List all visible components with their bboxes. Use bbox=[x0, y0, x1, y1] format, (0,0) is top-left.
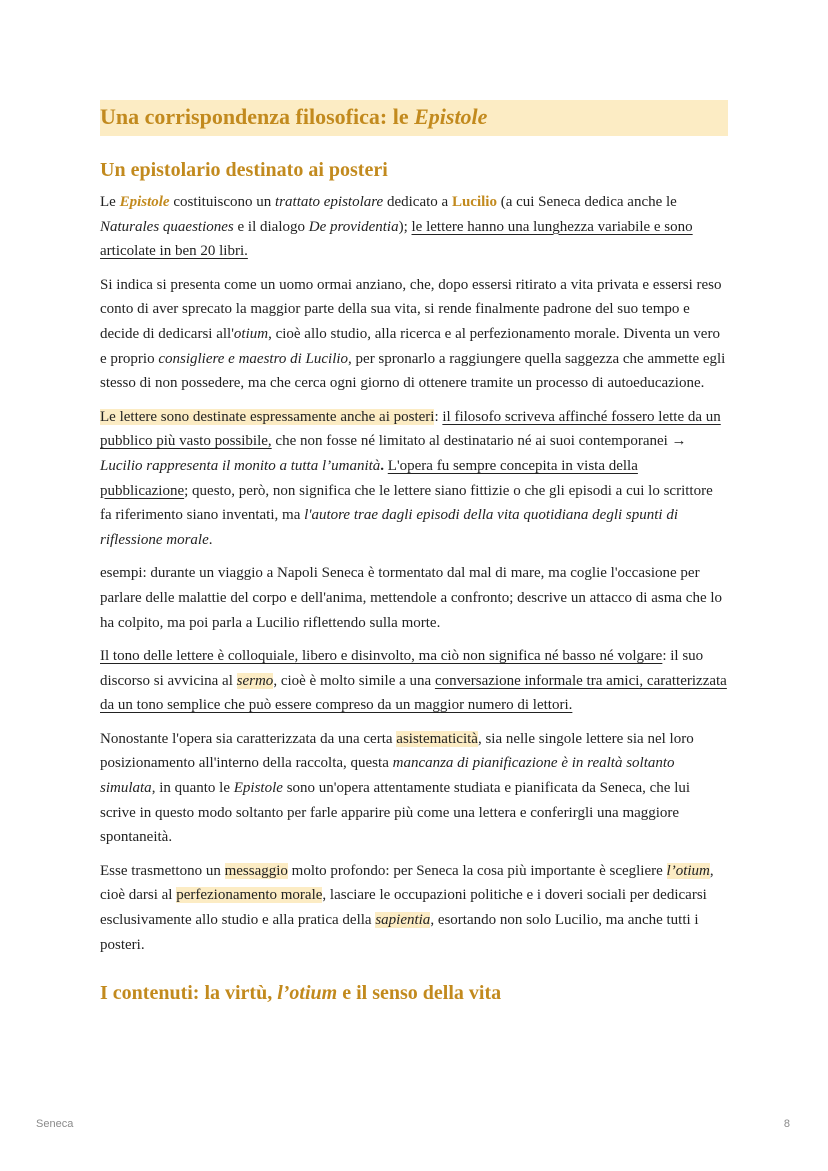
highlighted-text: messaggio bbox=[224, 862, 288, 879]
highlighted-text: Le lettere sono destinate espressamente anche ai posteri bbox=[100, 408, 435, 425]
page-number: 8 bbox=[783, 1118, 790, 1130]
highlighted-text: perfezionamento morale bbox=[176, 887, 323, 904]
page-content bbox=[100, 100, 728, 1007]
highlighted-text: sermo bbox=[236, 672, 274, 689]
paragraph-7: Esse trasmettono un messaggio molto profondo: per Seneca la cosa più importante è scegliere l’otium, cioè darsi al perfezionamento morale, lasciare le occupazioni politiche e i doveri sociali per dedicarsi esclusivamente allo studio e alla pratica della sapientia, esortando non solo Lucilio, ma anche tutti i posteri. bbox=[100, 862, 714, 953]
highlighted-text: l’otium bbox=[666, 862, 710, 879]
page-title: Una corrispondenza filosofica: le Epistole bbox=[100, 100, 728, 136]
highlight-term: Epistole bbox=[119, 194, 170, 210]
paragraph-1: Le Epistole costituiscono un trattato epistolare dedicato a Lucilio (a cui Seneca dedica anche le Naturales quaestiones e il dialogo De providentia); le lettere hanno una lunghezza variabile e sono articolate in ben 20 libri. bbox=[100, 194, 693, 260]
underlined-text: Il tono delle lettere è colloquiale, libero e disinvolto, ma ciò non significa né basso né volgare bbox=[100, 648, 663, 665]
paragraph-5: Il tono delle lettere è colloquiale, libero e disinvolto, ma ciò non significa né basso né volgare: il suo discorso si avvicina al sermo, cioè è molto simile a una conversazione informale tra amici, caratterizzata da un tono semplice che può essere compreso da un maggior numero di lettori. bbox=[100, 648, 727, 714]
highlighted-text: sapientia bbox=[375, 912, 431, 929]
paragraph-6: Nonostante l'opera sia caratterizzata da una certa asistematicità, sia nelle singole lettere sia nel loro posizionamento all'interno della raccolta, questa mancanza di pianificazione è in realtà soltanto simulata, in quanto le Epistole sono un'opera attentamente studiata e pianificata da Seneca, che lui scrive in questo modo soltanto per farle apparire più come una lettera e conferirgli una maggiore spontaneità. bbox=[100, 730, 694, 846]
footer-title: Seneca bbox=[36, 1118, 74, 1130]
highlighted-text: asistematicità bbox=[396, 730, 478, 747]
underlined-text: le lettere hanno una lunghezza variabile e sono articolate in ben 20 libri. bbox=[100, 218, 693, 260]
underlined-text: il filosofo scriveva affinché fossero lette da un pubblico più vasto possibile, bbox=[100, 408, 721, 450]
paragraph-4: esempi: durante un viaggio a Napoli Seneca è tormentato dal mal di mare, ma coglie l'occasione per parlare delle malattie del corpo e dell'anima, mettendole a confronto; descrive un attacco di asma che lo ha colpito, ma poi parla a Lucilio riflettendo sulla morte. bbox=[100, 565, 723, 631]
section-heading: Un epistolario destinato ai posteri bbox=[100, 159, 388, 181]
section-heading: I contenuti: la virtù, l’otium e il senso della vita bbox=[100, 982, 502, 1005]
underlined-text: L'opera fu sempre concepita in vista della pubblicazione bbox=[100, 457, 638, 499]
paragraph-3: Le lettere sono destinate espressamente anche ai posteri: il filosofo scriveva affinché fossero lette da un pubblico più vasto possibile, che non fosse né limitato al destinatario né ai suoi contemporanei → Lucilio rappresenta il monito a tutta l’umanità. L'opera fu sempre concepita in vista della pubblicazione; questo, però, non significa che le lettere siano fittizie o che gli episodi a cui lo scrittore fa riferimento siano inventati, ma l'autore trae dagli episodi della vita quotidiana degli spunti di riflessione morale. bbox=[100, 408, 721, 548]
highlight-term: Lucilio bbox=[451, 194, 497, 210]
underlined-text: conversazione informale tra amici, caratterizzata da un tono semplice che può essere compreso da un maggior numero di lettori. bbox=[100, 672, 727, 714]
paragraph-2: Si indica si presenta come un uomo ormai anziano, che, dopo essersi ritirato a vita privata e essersi reso conto di aver sprecato la maggior parte della sua vita, si rende finalmente padrone del suo tempo e decide di dedicarsi all'otium, cioè allo studio, alla ricerca e al perfezionamento morale. Diventa un vero e proprio consigliere e maestro di Lucilio, per spronarlo a raggiungere quella saggezza che ammette egli stesso di non possedere, ma che cerca ogni giorno di ottenere tramite un processo di autoeducazione. bbox=[100, 276, 726, 392]
